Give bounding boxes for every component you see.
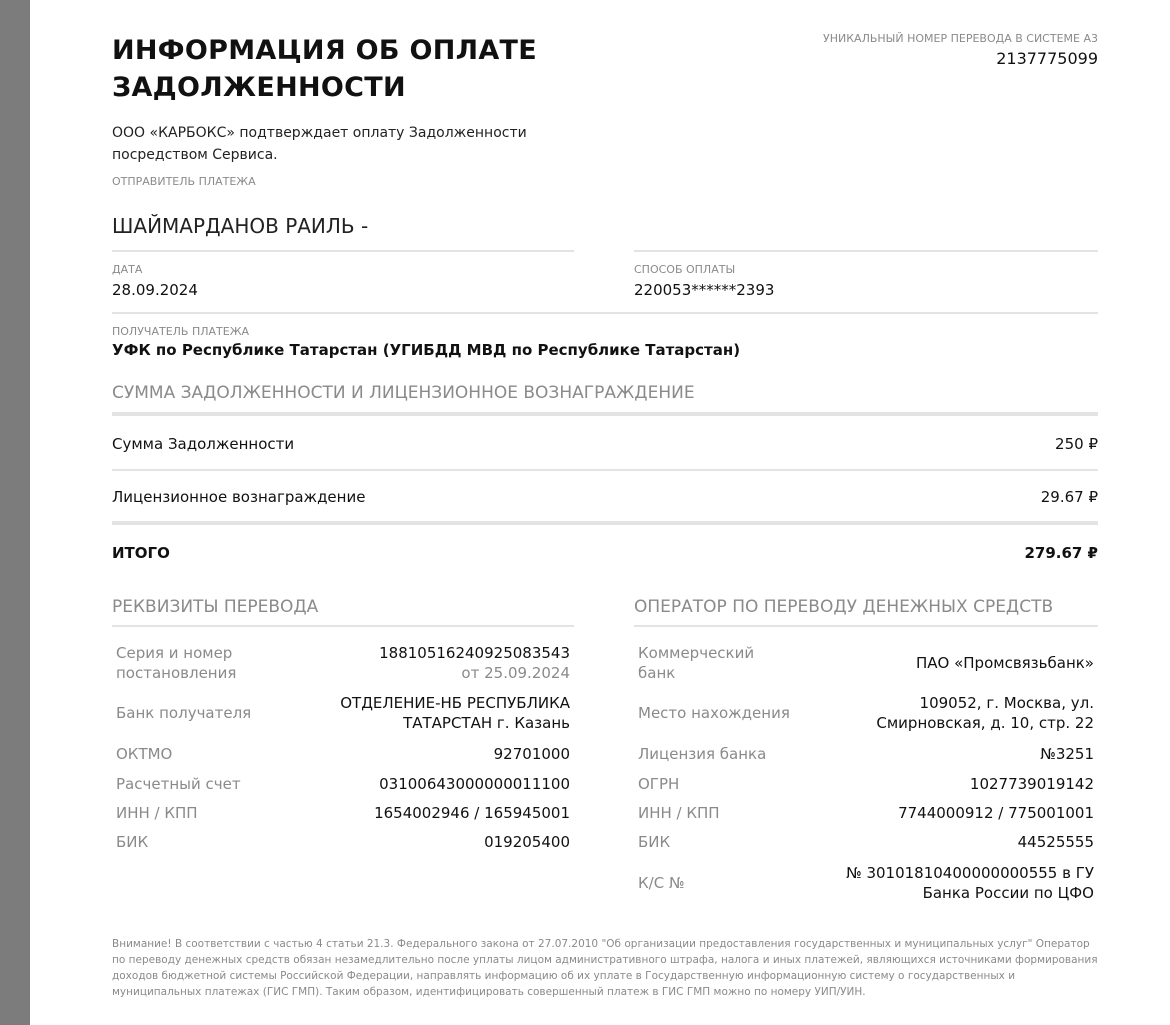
confirmation-text: ООО «КАРБОКС» подтверждает оплату Задолженности посредством Сервиса.	[112, 125, 527, 163]
inn-row	[116, 803, 570, 823]
commercial-bank-label: Коммерческий банк	[638, 644, 755, 682]
payment-method-value: 220053******2393	[634, 281, 775, 299]
bik-value: 019205400	[484, 833, 570, 851]
divider	[634, 625, 1098, 627]
divider	[112, 625, 574, 627]
oktmo-row	[116, 744, 570, 764]
divider	[112, 250, 574, 252]
commercial-bank-value: ПАО «Промсвязьбанк»	[915, 654, 1094, 672]
legal-footnote: Внимание! В соответствии с частью 4 статьи 21.3. Федерального закона от 27.07.2010 "Об организации предоставления государственных и муниципальных услуг" Оператор по переводу денежных средств обязан незамедлительно после уплаты лицом административного штрафа, налога и иных платежей, являющихся источниками формирования доходов бюджетной системы Российской Федерации, направлять информацию об их уплате в Государственную информационную систему о государственных и муниципальных платежах (ГИС ГМП). Таким образом, идентифицировать совершенный платеж в ГИС ГМП можно по номеру УИП/УИН.	[112, 938, 1098, 998]
oktmo-label: ОКТМО	[116, 745, 173, 763]
ogrn-value: 1027739019142	[969, 775, 1094, 793]
divider	[112, 469, 1098, 471]
unique-number-label: УНИКАЛЬНЫЙ НОМЕР ПЕРЕВОДА В СИСТЕМЕ А3	[823, 32, 1098, 45]
inn-label: ИНН / КПП	[116, 804, 198, 822]
operator-section-title: ОПЕРАТОР ПО ПЕРЕВОДУ ДЕНЕЖНЫХ СРЕДСТВ	[634, 597, 1054, 617]
commercial-bank-row	[638, 643, 1094, 683]
resolution-date: от 25.09.2024	[461, 664, 570, 682]
ks-label: К/С №	[638, 874, 685, 892]
total-label: ИТОГО	[112, 544, 170, 562]
resolution-row	[116, 643, 570, 683]
address-label: Место нахождения	[638, 704, 790, 722]
account-label: Расчетный счет	[116, 775, 241, 793]
divider	[634, 250, 1098, 252]
ks-value: № 30101810400000000555 в ГУ Банка России по ЦФО	[846, 864, 1094, 902]
operator-inn-row	[638, 803, 1094, 823]
operator-bik-row	[638, 832, 1094, 852]
ks-row	[638, 863, 1094, 903]
operator-bik-value: 44525555	[1017, 833, 1094, 851]
date-value: 28.09.2024	[112, 281, 198, 299]
address-row	[638, 693, 1094, 733]
total-value: 279.67 ₽	[1024, 544, 1098, 562]
bik-row	[116, 832, 570, 852]
divider	[112, 312, 1098, 314]
operator-inn-label: ИНН / КПП	[638, 804, 720, 822]
transfer-section-title: РЕКВИЗИТЫ ПЕРЕВОДА	[112, 597, 319, 617]
date-label: ДАТА	[112, 263, 143, 276]
sender-name: ШАЙМАРДАНОВ РАИЛЬ -	[112, 214, 369, 238]
recipient-bank-value: ОТДЕЛЕНИЕ-НБ РЕСПУБЛИКА ТАТАРСТАН г. Казань	[340, 694, 570, 732]
recipient-value: УФК по Республике Татарстан (УГИБДД МВД по Республике Татарстан)	[112, 341, 741, 359]
debt-label: Сумма Задолженности	[112, 435, 295, 453]
account-value: 03100643000000011100	[379, 775, 570, 793]
license-label: Лицензия банка	[638, 745, 767, 763]
ogrn-row	[638, 774, 1094, 794]
debt-value: 250 ₽	[1055, 435, 1098, 453]
inn-value: 1654002946 / 165945001	[374, 804, 570, 822]
license-value: №3251	[1040, 745, 1094, 763]
fee-value: 29.67 ₽	[1040, 488, 1098, 506]
recipient-bank-row	[116, 693, 570, 733]
address-value: 109052, г. Москва, ул. Смирновская, д. 10, стр. 22	[876, 694, 1094, 732]
divider	[112, 521, 1098, 525]
resolution-number: 18810516240925083543	[379, 644, 570, 662]
receipt-page	[30, 0, 1170, 1025]
ogrn-label: ОГРН	[638, 775, 680, 793]
operator-inn-value: 7744000912 / 775001001	[898, 804, 1094, 822]
account-row	[116, 774, 570, 794]
fee-label: Лицензионное вознаграждение	[112, 488, 366, 506]
operator-bik-label: БИК	[638, 833, 671, 851]
divider	[112, 412, 1098, 416]
license-row	[638, 744, 1094, 764]
oktmo-value: 92701000	[493, 745, 570, 763]
payment-method-label: СПОСОБ ОПЛАТЫ	[634, 263, 736, 276]
bik-label: БИК	[116, 833, 149, 851]
resolution-label: Серия и номер постановления	[116, 644, 237, 682]
page-title: ИНФОРМАЦИЯ ОБ ОПЛАТЕ ЗАДОЛЖЕННОСТИ	[112, 35, 537, 103]
unique-number: 2137775099	[996, 49, 1098, 68]
recipient-label: ПОЛУЧАТЕЛЬ ПЛАТЕЖА	[112, 325, 250, 338]
recipient-bank-label: Банк получателя	[116, 704, 252, 722]
sender-label: ОТПРАВИТЕЛЬ ПЛАТЕЖА	[112, 175, 256, 188]
sums-section-title: СУММА ЗАДОЛЖЕННОСТИ И ЛИЦЕНЗИОННОЕ ВОЗНАГРАЖДЕНИЕ	[112, 383, 695, 403]
